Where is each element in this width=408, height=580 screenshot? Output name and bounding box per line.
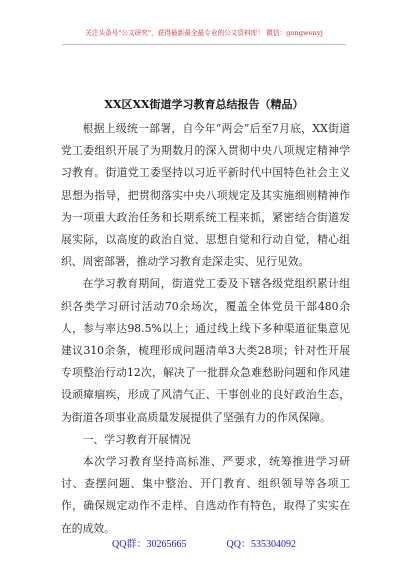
header-notice: 关注头条号"公文研究"，获得最新最全最专业的公文资料库！ 微信：gongwenyj [85,29,323,37]
footer-contact [0,535,408,550]
section-heading: 一、学习教育开展情况 [82,432,191,446]
header-divider [62,44,346,45]
paragraph-section-one: 本次学习教育坚持高标准、严要求，统筹推进学习研讨、查摆问题、集中整治、开门教育、组织领导等各项工作，确保规定动作不走样、自选动作有特色，取得了实实在在的成效。 [61,455,350,535]
paragraph-intro: 根据上级统一部署，自今年“两会”后至7月底，XX街道党工委组织开展了为期数月的深入贯彻中央八项规定精神学习教育。街道党工委坚持以习近平新时代中国特色社会主义思想为指导，把贯彻落实中央八项规定及其实施细则精神作为一项重大政治任务和长期系统工程来抓，紧密结合街道发展实际，以高度的政治自觉、思想自觉和行动自觉，精心组织、周密部署，推动学习教育走深走实、见行见效。 [61,122,350,269]
footer-qq: QQ：535304092 [226,539,296,550]
footer-qq-group: QQ群：30265665 [112,539,187,550]
paragraph-summary: 在学习教育期间，街道党工委及下辖各级党组织累计组织各类学习研讨活动70余场次，覆盖全体党员干部480余人，参与率达98.5%以上；通过线上线下多种渠道征集意见建议310余条，梳理形成问题清单3大类28项；针对性开展专项整治行动12次，解决了一批群众急难愁盼问题和作风建设顽瘴痼疾，形成了风清气正、干事创业的良好政治生态，为街道各项事业高质量发展提供了坚强有力的作风保障。 [61,277,350,424]
document-title: XX区XX街道学习教育总结报告（精品） [104,98,304,111]
document-body [61,118,350,540]
